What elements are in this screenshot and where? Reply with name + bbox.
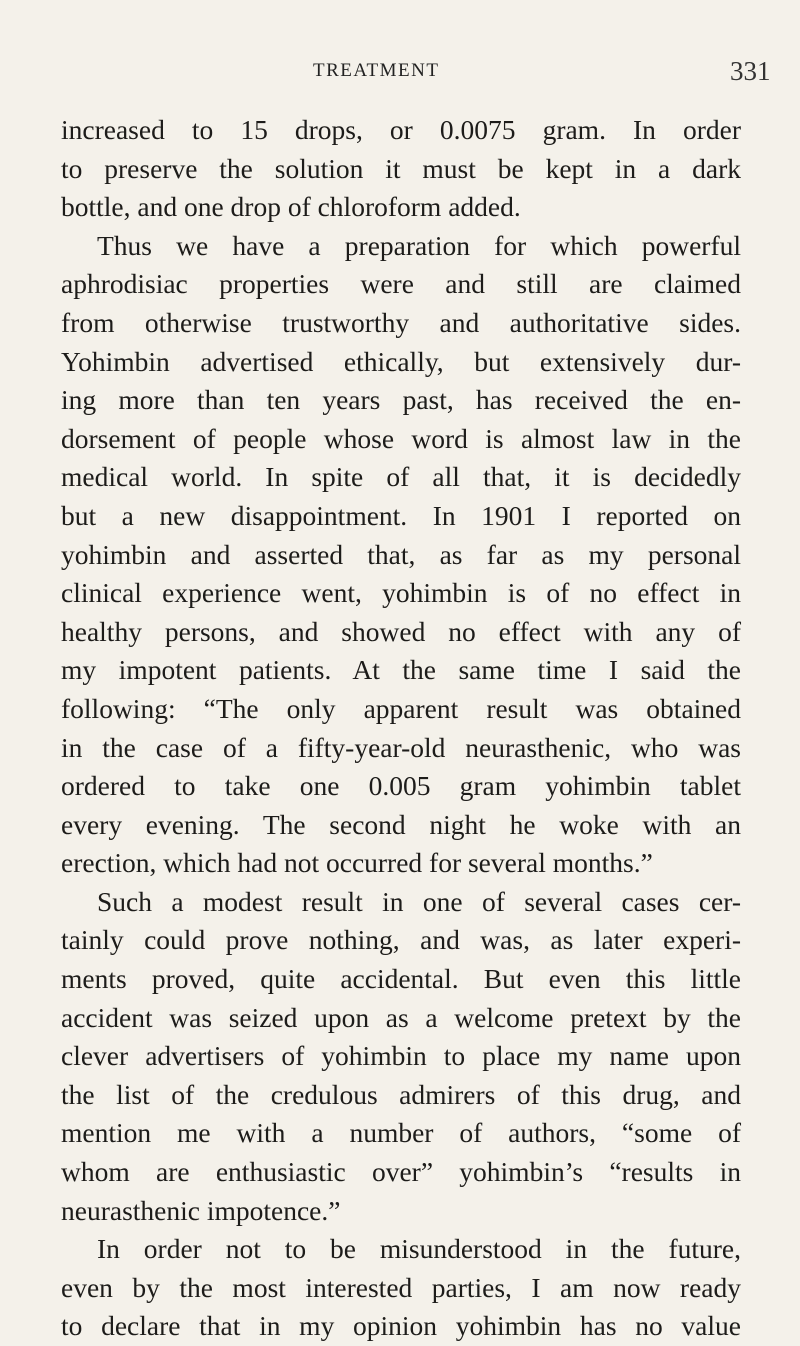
text-line: erection, which had not occurred for several months.” <box>61 847 653 879</box>
text-line: ing more than ten years past, has received the en- <box>61 384 741 416</box>
text-line: to declare that in my opinion yohimbin has no value <box>61 1310 741 1342</box>
text-line: from otherwise trustworthy and authoritative sides. <box>61 306 741 338</box>
text-line: whom are enthusiastic over” yohimbin’s “results in <box>61 1156 741 1188</box>
text-line: tainly could prove nothing, and was, as later experi- <box>61 924 741 956</box>
text-line: but a new disappointment. In 1901 I reported on <box>61 499 741 531</box>
text-line: dorsement of people whose word is almost law in the <box>61 422 741 454</box>
text-line: even by the most interested parties, I am now ready <box>61 1271 741 1303</box>
text-line: aphrodisiac properties were and still are claimed <box>61 268 741 300</box>
text-line: ments proved, quite accidental. But even this little <box>61 963 741 995</box>
running-head: TREATMENT <box>313 60 440 81</box>
text-line: Yohimbin advertised ethically, but extensively dur- <box>61 345 741 377</box>
text-line: healthy persons, and showed no effect with any of <box>61 615 741 647</box>
text-line: my impotent patients. At the same time I said the <box>61 654 741 686</box>
text-line: bottle, and one drop of chloroform added. <box>61 191 521 223</box>
text-line: in the case of a fifty-year-old neurasthenic, who was <box>61 731 741 763</box>
text-line: increased to 15 drops, or 0.0075 gram. In order <box>61 114 741 145</box>
text-line: Such a modest result in one of several cases cer- <box>97 885 741 917</box>
text-line: neurasthenic impotence.” <box>61 1194 341 1226</box>
text-line: every evening. The second night he woke with an <box>61 808 741 840</box>
text-line: mention me with a number of authors, “some of <box>61 1117 741 1149</box>
text-line: Thus we have a preparation for which powerful <box>97 229 741 261</box>
text-line: ordered to take one 0.005 gram yohimbin tablet <box>61 770 741 802</box>
text-line: clinical experience went, yohimbin is of no effect in <box>61 577 741 609</box>
text-line: In order not to be misunderstood in the future, <box>97 1233 741 1265</box>
body-text <box>61 111 741 1346</box>
text-line: clever advertisers of yohimbin to place my name upon <box>61 1040 741 1072</box>
text-line: medical world. In spite of all that, it is decidedly <box>61 461 741 493</box>
text-line: following: “The only apparent result was obtained <box>61 692 741 724</box>
text-line: the list of the credulous admirers of this drug, and <box>61 1078 741 1110</box>
text-line: yohimbin and asserted that, as far as my personal <box>61 538 741 570</box>
page-number: 331 <box>730 56 771 86</box>
text-line: to preserve the solution it must be kept in a dark <box>61 152 741 184</box>
text-line: accident was seized upon as a welcome pretext by the <box>61 1001 741 1033</box>
